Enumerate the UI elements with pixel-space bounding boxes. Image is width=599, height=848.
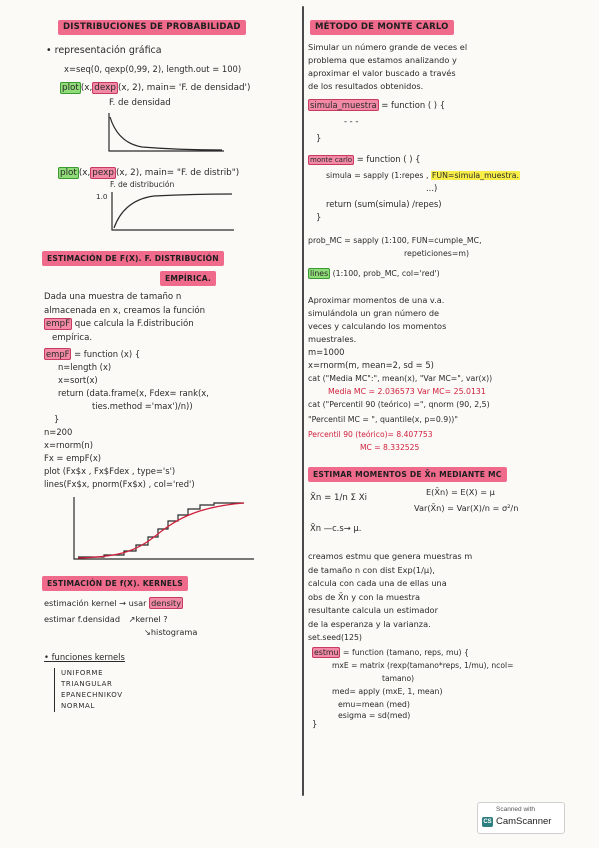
kernel-item: EPANECHNIKOV <box>61 691 123 699</box>
equation: X̄n —c.s→ μ. <box>310 523 362 533</box>
density-sketch-title: F. de densidad <box>109 98 171 108</box>
code-line: x=rnorm(m, mean=2, sd = 5) <box>308 360 434 370</box>
code-line <box>326 169 564 182</box>
code-line: ...) <box>426 183 438 193</box>
distribution-tick-label: 1.0 <box>96 192 108 201</box>
text-line: almacenada en x, creamos la función <box>44 305 206 316</box>
bullet-kernels: • funciones kernels <box>44 651 298 664</box>
distribution-curve <box>114 194 232 228</box>
kernel-item: NORMAL <box>61 702 95 710</box>
text-fragment: ↗kernel ? <box>128 614 168 624</box>
equation: X̄n = 1/n Σ Xi <box>310 493 367 503</box>
code-seq-line <box>64 63 298 76</box>
code-fragment: = function ( ) { <box>354 154 421 164</box>
kernel-line-3: ↘histograma <box>144 627 198 637</box>
code-line: - - - <box>344 116 359 126</box>
code-fragment: (x, <box>80 83 93 93</box>
section-title-estimar-momentos: ESTIMAR MOMENTOS DE X̄n MEDIANTE MC <box>308 467 507 482</box>
kernel-item: TRIANGULAR <box>61 680 113 688</box>
plot-keyword: plot <box>62 83 79 93</box>
distribution-axes <box>112 192 234 230</box>
code-simula-muestra <box>308 99 564 112</box>
code-line: } <box>312 719 318 729</box>
density-curve-svg <box>94 97 294 159</box>
empF-keyword: empF <box>46 319 71 329</box>
ecdf-axes <box>74 497 254 559</box>
text-line: muestrales. <box>308 334 357 344</box>
text-line: problema que estamos analizando y <box>308 55 457 65</box>
code-line: emu=mean (med) <box>338 700 410 709</box>
text-line: de la esperanza y la varianza. <box>308 618 431 629</box>
code-line: return (data.frame(x, Fdex= rank(x, <box>58 388 209 398</box>
density-axes <box>109 113 224 151</box>
code-line: mxE = matrix (rexp(tamano*reps, 1/mu), ncol= <box>332 661 514 670</box>
section-title-estimacion-F-b: EMPÍRICA. <box>160 271 216 286</box>
plot-keyword: plot <box>60 168 77 178</box>
code-lines <box>308 267 564 280</box>
left-column <box>44 10 298 712</box>
dexp-keyword: dexp <box>94 83 116 93</box>
code-line: m=1000 <box>308 347 345 357</box>
text-line: aproximar el valor buscado a través <box>308 68 456 78</box>
density-keyword: density <box>151 598 182 608</box>
equation: Var(X̄n) = Var(X)/n = σ²/n <box>414 503 519 513</box>
density-sketch <box>44 97 298 159</box>
text-fragment: estimación kernel <box>44 598 117 608</box>
code-line: } <box>316 212 322 222</box>
code-line: tamano) <box>382 674 415 683</box>
text-line: de los resultados obtenidos. <box>308 81 424 91</box>
code-fragment: = function (x) { <box>71 349 141 359</box>
estmu-keyword: estmu <box>314 648 339 657</box>
code-plot-dexp <box>60 82 298 95</box>
code-monte-carlo <box>308 153 564 167</box>
code-line: Fx = empF(x) <box>44 453 102 463</box>
camscanner-name: CamScanner <box>496 816 552 827</box>
code-fragment: (x, 2), main= "F. de distrib") <box>115 168 240 178</box>
fun-keyword: FUN=simula_muestra. <box>431 171 519 180</box>
code-fragment: (x, <box>78 168 91 178</box>
code-line <box>44 348 298 361</box>
code-line: esigma = sd(med) <box>338 711 411 720</box>
paragraph-monte-carlo <box>308 41 564 93</box>
text-line <box>44 318 298 332</box>
text-line: obs de X̄n y con la muestra <box>308 591 421 602</box>
code-line: n=200 <box>44 427 73 437</box>
text-line: de tamaño n con dist Exp(1/μ), <box>308 564 435 575</box>
code-fragment: (x, 2), main= 'F. de densidad') <box>117 83 251 93</box>
text-line: calcula con cada una de ellas una <box>308 578 447 588</box>
kernel-item: UNIFORME <box>61 669 104 677</box>
density-curve <box>110 117 222 150</box>
distribution-sketch-title: F. de distribución <box>110 180 175 189</box>
code-line: } <box>54 414 60 424</box>
code-line: x=sort(x) <box>58 375 98 385</box>
code-line: return (sum(simula) /repes) <box>326 199 442 209</box>
distribution-curve-svg <box>94 180 294 234</box>
bullet-representacion: • representación gráfica <box>46 44 298 57</box>
text-line: veces y calculando los momentos <box>308 321 447 331</box>
section-title-distribuciones: DISTRIBUCIONES DE PROBABILIDAD <box>58 20 246 35</box>
section-title-estimacion-F-a: ESTIMACIÓN DE F(X). F. DISTRIBUCIÓN <box>42 251 224 266</box>
column-divider <box>302 6 304 796</box>
text-fragment: estimar f.densidad <box>44 614 121 624</box>
ecdf-step-curve <box>78 503 244 557</box>
code-fragment: (1:100, prob_MC, col='red') <box>330 269 440 278</box>
right-column <box>308 10 564 731</box>
code-line: x=rnorm(n) <box>44 440 93 450</box>
text-fragment: → usar <box>116 598 150 608</box>
scanned-with-label: Scanned with <box>496 806 536 813</box>
code-line: "Percentil MC = ", quantile(x, p=0.9))" <box>308 415 458 424</box>
code-line: set.seed(125) <box>308 633 362 642</box>
code-fragment: = function (tamano, reps, mu) { <box>340 648 470 657</box>
camscanner-logo-icon: CS <box>483 819 492 825</box>
ecdf-sketch <box>64 493 264 565</box>
text-fragment: que calcula la F.distribución <box>72 319 194 329</box>
code-line: lines(Fx$x, pnorm(Fx$x) , col='red') <box>44 479 195 489</box>
equations-block <box>308 486 564 546</box>
code-estmu <box>312 646 564 659</box>
code-line: ties.method ='max')/n)) <box>92 401 193 411</box>
code-line: cat ("Percentil 90 (teórico) =", qnorm (90, 2,5) <box>308 400 490 409</box>
text-line: Simular un número grande de veces el <box>308 42 468 52</box>
text-line: simulándola un gran número de <box>308 308 440 318</box>
code-line: repeticiones=m) <box>404 249 469 258</box>
code-seq-text: x=seq(0, qexp(0,99, 2), length.out = 100) <box>64 64 242 74</box>
result-line: Media MC = 2.036573 Var MC= 25.0131 <box>328 387 486 396</box>
monte-carlo-keyword: monte carlo <box>310 156 353 164</box>
code-line: cat ("Media MC":", mean(x), "Var MC=", var(x)) <box>308 374 493 383</box>
section-title-monte-carlo: MÉTODO DE MONTE CARLO <box>310 20 454 35</box>
code-line: n=length (x) <box>58 362 112 372</box>
code-fragment: simula = sapply (1:repes , <box>326 171 429 180</box>
code-line: med= apply (mxE, 1, mean) <box>332 687 443 696</box>
simula-muestra-keyword: simula_muestra <box>310 100 377 110</box>
equation: E(X̄n) = E(X) = μ <box>426 487 495 497</box>
result-line: Percentil 90 (teórico)= 8.407753 <box>308 430 433 439</box>
paragraph-estmu <box>308 550 564 631</box>
code-line: } <box>316 133 322 143</box>
camscanner-badge <box>477 802 565 834</box>
section-title-estimacion-F <box>42 246 298 286</box>
empF-keyword: empF <box>46 349 70 359</box>
distribution-sketch <box>44 180 298 234</box>
section-title-kernels: ESTIMACIÓN DE f(X). KERNELS <box>42 576 188 591</box>
pexp-keyword: pexp <box>92 168 114 178</box>
result-line: MC = 8.332525 <box>360 443 420 452</box>
lines-keyword: lines <box>310 269 329 278</box>
text-line: Dada una muestra de tamaño n <box>44 292 182 302</box>
code-plot-pexp <box>58 167 298 180</box>
code-line: plot (Fx$x , Fx$Fdex , type='s') <box>44 466 176 476</box>
code-empF <box>44 348 298 491</box>
kernel-line-1 <box>44 597 298 610</box>
kernel-line-2 <box>44 613 298 626</box>
text-line: Aproximar momentos de una v.a. <box>308 295 445 305</box>
paragraph-momentos <box>308 294 564 346</box>
code-fragment: = function ( ) { <box>378 100 446 110</box>
code-line: prob_MC = sapply (1:100, FUN=cumple_MC, <box>308 236 482 245</box>
text-line: resultante calcula un estimador <box>308 605 438 615</box>
ecdf-normal-curve <box>78 503 244 558</box>
text-line: creamos estmu que genera muestras m <box>308 551 473 561</box>
paragraph-empF <box>44 291 298 345</box>
text-line: empírica. <box>52 332 93 343</box>
kernels-list <box>54 668 298 712</box>
